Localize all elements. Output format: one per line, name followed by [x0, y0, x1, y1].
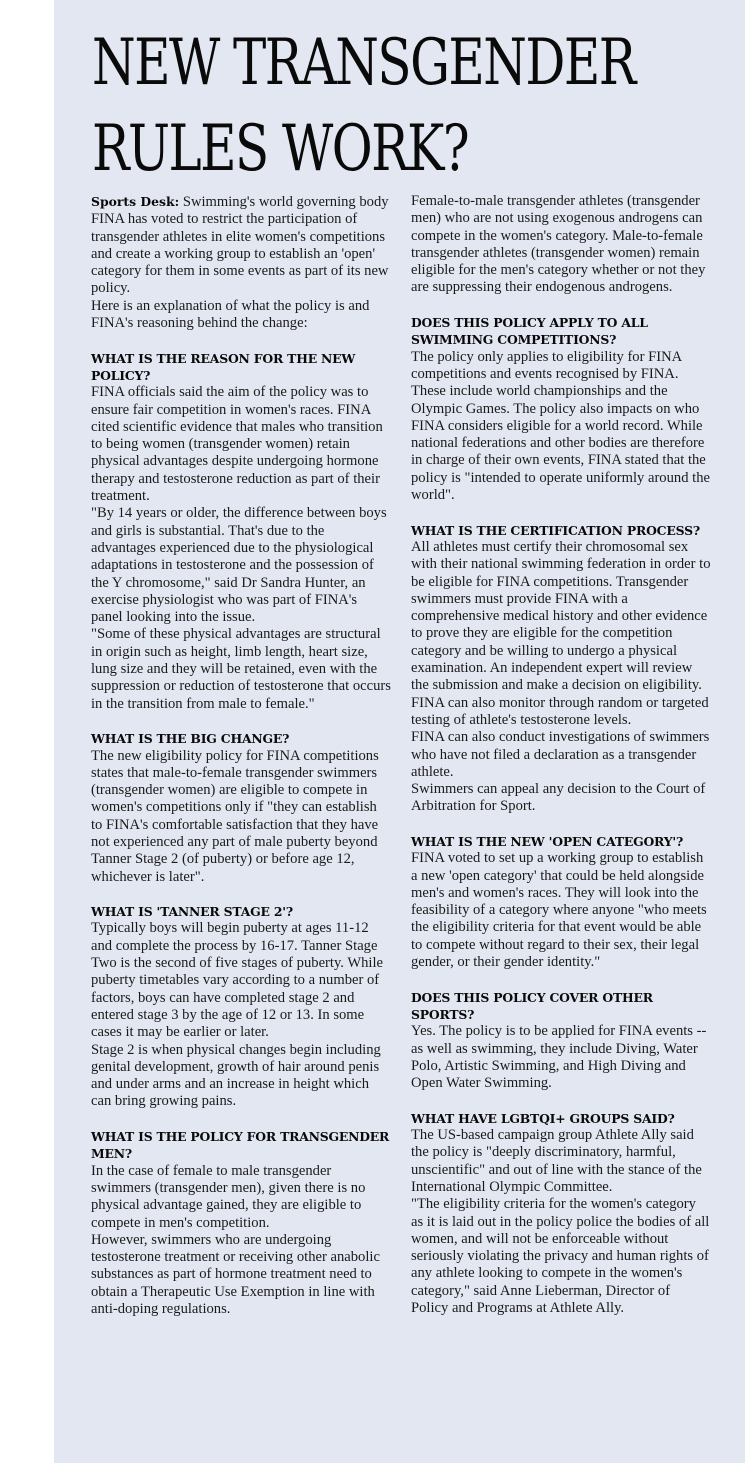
section-paragraph: Female-to-male transgender athletes (transgender men) who are not using exogenous androgens can compete in the women's category. Male-to-female transgender athletes (transgender women) remain eligible for the men's category whether or not they are suppressing their endogenous androgens. — [411, 193, 706, 296]
section-paragraph: Swimmers can appeal any decision to the Court of Arbitration for Sport. — [411, 781, 706, 815]
section-other-sports — [411, 989, 711, 1093]
section-paragraph: "By 14 years or older, the difference between boys and girls is substantial. That's due to the advantages experienced due to the physiological adaptations in testosterone and the possession of the Y chromosome," said Dr Sandra Hunter, an exercise physiologist who was part of FINA's panel looking into the issue. — [91, 505, 387, 626]
section-big-change — [91, 730, 391, 886]
section-paragraph: "The eligibility criteria for the women's category as it is laid out in the policy police the bodies of all women, and will not be enforceable without seriously violating the privacy and human rights of any athlete looking to compete in the women's category," said Anne Lieberman, Director of Policy and Programs at Athlete Ally. — [411, 1196, 710, 1316]
section-heading: WHAT IS THE CERTIFICATION PROCESS? — [411, 522, 700, 538]
section-paragraph: Typically boys will begin puberty at ages 11-12 and complete the process by 16-17. Tanner Stage Two is the second of five stages of puberty. While puberty timetables vary according to a number of factors, boys can have completed stage 2 and entered stage 3 by the age of 12 or 13. In some cases it may be earlier or later. — [91, 920, 383, 1041]
section-paragraph: FINA officials said the aim of the policy was to ensure fair competition in women's races. FINA cited scientific evidence that males who transition to being women (transgender women) retain physical advantages despite undergoing hormone therapy and testosterone reduction as part of their treatment. — [91, 384, 383, 505]
section-heading: WHAT IS THE POLICY FOR TRANSGENDER MEN? — [91, 1129, 390, 1162]
section-paragraph: The policy only applies to eligibility for FINA competitions and events recognised by FINA. These include world championships and the Olympic Games. The policy also impacts on who FINA considers eligible for a world record. While national federations and other bodies are therefore in charge of their own events, FINA stated that the policy is "intended to operate uniformly around the world". — [411, 348, 710, 504]
section-paragraph: FINA can also conduct investigations of swimmers who have not filed a declaration as a transgender athlete. — [411, 729, 710, 780]
section-heading: DOES THIS POLICY COVER OTHER SPORTS? — [411, 989, 653, 1022]
section-open-category — [411, 833, 711, 971]
section-paragraph: In the case of female to male transgender swimmers (transgender men), given there is no physical advantage gained, they are eligible to compete in men's competition. — [91, 1162, 366, 1231]
section-tanner-stage — [91, 903, 391, 1111]
section-paragraph: However, swimmers who are undergoing testosterone treatment or receiving other anabolic substances as part of hormone treatment need to obtain a Therapeutic Use Exemption in line with anti-doping regulations. — [91, 1231, 380, 1317]
section-paragraph: The new eligibility policy for FINA competitions states that male-to-female transgender swimmers (transgender women) are eligible to compete in women's competitions only if "they can establish to FINA's comfortable satisfaction that they have not experienced any part of male puberty beyond Tanner Stage 2 (of puberty) or before age 12, whichever is later". — [91, 747, 379, 885]
section-heading: WHAT IS 'TANNER STAGE 2'? — [91, 904, 293, 920]
intro-paragraph: Here is an explanation of what the policy is and FINA's reasoning behind the change: — [91, 297, 370, 332]
section-certification — [411, 522, 711, 816]
headline-line-2: RULES WORK? — [92, 112, 469, 186]
section-paragraph: All athletes must certify their chromosomal sex with their national swimming federation in order to be eligible for FINA competitions. Transgender swimmers must provide FINA with a comprehensive medical history and other evidence to prove they are eligible for the competition category and be willing to undergo a physical examination. An independent expert will review the submission and make a decision on eligibility. FINA can also monitor through random or targeted testing of athlete's testosterone levels. — [411, 538, 711, 728]
section-paragraph: "Some of these physical advantages are structural in origin such as height, limb length, heart size, lung size and they will be retained, even with the suppression or reduction of testosterone that occurs in the transition from male to female." — [91, 626, 391, 712]
section-lgbtqi-groups — [411, 1110, 711, 1318]
article-column-right — [411, 193, 711, 1317]
section-paragraph: Stage 2 is when physical changes begin including genital development, growth of hair around penis and under arms and an increase in height which can bring growing pains. — [91, 1041, 381, 1110]
section-heading: WHAT IS THE NEW 'OPEN CATEGORY'? — [411, 833, 684, 849]
section-heading: WHAT HAVE LGBTQI+ GROUPS SAID? — [411, 1110, 675, 1126]
article-column-left — [91, 193, 391, 1318]
section-heading: WHAT IS THE REASON FOR THE NEW POLICY? — [91, 350, 356, 383]
intro-text: Swimming's world governing body FINA has voted to restrict the participation of transgender athletes in elite women's competitions and create a working group to establish an 'open' category for them in some events as part of its new policy. — [91, 194, 389, 297]
section-transgender-men-continued — [411, 193, 711, 297]
section-heading: WHAT IS THE BIG CHANGE? — [91, 731, 290, 747]
headline-line-1: NEW TRANSGENDER — [92, 26, 635, 100]
intro-section — [91, 193, 391, 332]
dateline-label: Sports Desk: — [91, 194, 180, 209]
section-paragraph: FINA voted to set up a working group to establish a new 'open category' that could be held alongside men's and women's races. They will look into the feasibility of a category where anyone "who meets the eligibility criteria for that event would be able to compete without regard to their sex, their legal gender, or their gender identity." — [411, 850, 707, 971]
intro-paragraph — [91, 193, 391, 298]
section-applies-to-all — [411, 314, 711, 504]
section-heading: DOES THIS POLICY APPLY TO ALL SWIMMING COMPETITIONS? — [411, 315, 648, 348]
section-transgender-men — [91, 1128, 391, 1318]
section-reason — [91, 350, 391, 713]
headline — [92, 20, 635, 192]
section-paragraph: Yes. The policy is to be applied for FINA events -- as well as swimming, they include Diving, Water Polo, Artistic Swimming, and High Diving and Open Water Swimming. — [411, 1023, 707, 1092]
section-paragraph: The US-based campaign group Athlete Ally said the policy is "deeply discriminatory, harmful, unscientific" and out of line with the stance of the International Olympic Committee. — [411, 1127, 702, 1195]
